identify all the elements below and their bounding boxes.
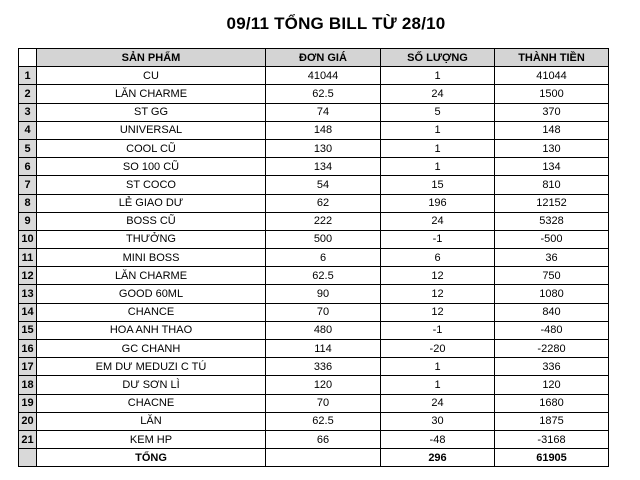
table-row [19,230,609,248]
table-row [19,139,609,157]
row-index: 7 [19,176,37,194]
total-cell: 810 [495,176,609,194]
price-cell: 70 [266,394,381,412]
total-qty: 296 [381,449,495,467]
product-cell: COOL CŨ [37,139,266,157]
total-cell: 130 [495,139,609,157]
total-cell: 336 [495,358,609,376]
total-cell: 370 [495,103,609,121]
qty-cell: 12 [381,285,495,303]
row-index: 12 [19,267,37,285]
product-cell: LĂN CHARME [37,85,266,103]
total-cell: 840 [495,303,609,321]
row-index: 13 [19,285,37,303]
header-product: SẢN PHẨM [37,49,266,67]
row-index: 16 [19,340,37,358]
price-cell: 62.5 [266,85,381,103]
table-row [19,103,609,121]
product-cell: GOOD 60ML [37,285,266,303]
product-cell: CU [37,67,266,85]
price-cell: 62.5 [266,412,381,430]
row-index: 8 [19,194,37,212]
product-cell: ST GG [37,103,266,121]
price-cell: 90 [266,285,381,303]
table-row [19,194,609,212]
product-cell: LẺ GIAO DƯ [37,194,266,212]
qty-cell: 12 [381,303,495,321]
row-index: 15 [19,321,37,339]
total-cell: 1080 [495,285,609,303]
table-row [19,212,609,230]
price-cell: 134 [266,158,381,176]
total-row [19,449,609,467]
row-index: 20 [19,412,37,430]
qty-cell: 15 [381,176,495,194]
table-row [19,285,609,303]
page-title: 09/11 TỔNG BILL TỪ 28/10 [226,14,446,33]
header-price: ĐƠN GIÁ [266,49,381,67]
price-cell: 148 [266,121,381,139]
product-cell: THƯỞNG [37,230,266,248]
row-index: 5 [19,139,37,157]
price-cell: 480 [266,321,381,339]
total-cell: 36 [495,249,609,267]
product-cell: BOSS CŨ [37,212,266,230]
total-cell: 750 [495,267,609,285]
product-cell: DƯ SƠN LÌ [37,376,266,394]
price-cell: 336 [266,358,381,376]
qty-cell: 196 [381,194,495,212]
total-cell: 12152 [495,194,609,212]
header-row [19,49,609,67]
price-cell: 41044 [266,67,381,85]
total-cell: 41044 [495,67,609,85]
product-cell: MINI BOSS [37,249,266,267]
product-cell: LĂN CHARME [37,267,266,285]
table-row [19,303,609,321]
qty-cell: -1 [381,321,495,339]
total-price [266,449,381,467]
header-total: THÀNH TIỀN [495,49,609,67]
qty-cell: 12 [381,267,495,285]
table-row [19,267,609,285]
qty-cell: 1 [381,67,495,85]
qty-cell: 24 [381,394,495,412]
row-index: 21 [19,430,37,448]
total-cell: -2280 [495,340,609,358]
table-row [19,249,609,267]
price-cell: 70 [266,303,381,321]
qty-cell: 24 [381,85,495,103]
price-cell: 66 [266,430,381,448]
product-cell: GC CHANH [37,340,266,358]
row-index: 17 [19,358,37,376]
qty-cell: -20 [381,340,495,358]
row-index: 19 [19,394,37,412]
product-cell: SO 100 CŨ [37,158,266,176]
price-cell: 62 [266,194,381,212]
total-cell: 5328 [495,212,609,230]
price-cell: 120 [266,376,381,394]
table-row [19,85,609,103]
total-cell: 120 [495,376,609,394]
table-row [19,412,609,430]
total-cell: -480 [495,321,609,339]
price-cell: 54 [266,176,381,194]
product-cell: UNIVERSAL [37,121,266,139]
corner-cell [19,49,37,67]
qty-cell: 1 [381,121,495,139]
qty-cell: 1 [381,358,495,376]
table-row [19,358,609,376]
total-cell: -500 [495,230,609,248]
table-row [19,394,609,412]
table-row [19,121,609,139]
product-cell: ST COCO [37,176,266,194]
total-amount: 61905 [495,449,609,467]
price-cell: 62.5 [266,267,381,285]
total-cell: 1875 [495,412,609,430]
total-cell: 134 [495,158,609,176]
qty-cell: 5 [381,103,495,121]
qty-cell: -1 [381,230,495,248]
qty-cell: -48 [381,430,495,448]
price-cell: 222 [266,212,381,230]
row-index: 3 [19,103,37,121]
total-cell: -3168 [495,430,609,448]
row-index: 14 [19,303,37,321]
total-label: TỔNG [37,449,266,467]
row-index: 1 [19,67,37,85]
row-index: 6 [19,158,37,176]
total-cell: 1680 [495,394,609,412]
product-cell: KEM HP [37,430,266,448]
bill-table [18,48,609,467]
product-cell: LĂN [37,412,266,430]
product-cell: CHANCE [37,303,266,321]
product-cell: CHACNE [37,394,266,412]
table-row [19,376,609,394]
total-cell: 1500 [495,85,609,103]
row-index: 4 [19,121,37,139]
row-index: 2 [19,85,37,103]
table-row [19,158,609,176]
product-cell: EM DƯ MEDUZI C TÚ [37,358,266,376]
row-index: 11 [19,249,37,267]
row-index: 18 [19,376,37,394]
total-row-index [19,449,37,467]
total-cell: 148 [495,121,609,139]
row-index: 9 [19,212,37,230]
table-row [19,67,609,85]
price-cell: 6 [266,249,381,267]
table-row [19,321,609,339]
price-cell: 500 [266,230,381,248]
qty-cell: 24 [381,212,495,230]
qty-cell: 6 [381,249,495,267]
table-row [19,340,609,358]
qty-cell: 1 [381,158,495,176]
price-cell: 130 [266,139,381,157]
row-index: 10 [19,230,37,248]
table-row [19,430,609,448]
table-row [19,176,609,194]
qty-cell: 1 [381,376,495,394]
price-cell: 74 [266,103,381,121]
price-cell: 114 [266,340,381,358]
qty-cell: 30 [381,412,495,430]
header-qty: SỐ LƯỢNG [381,49,495,67]
product-cell: HOA ANH THAO [37,321,266,339]
qty-cell: 1 [381,139,495,157]
